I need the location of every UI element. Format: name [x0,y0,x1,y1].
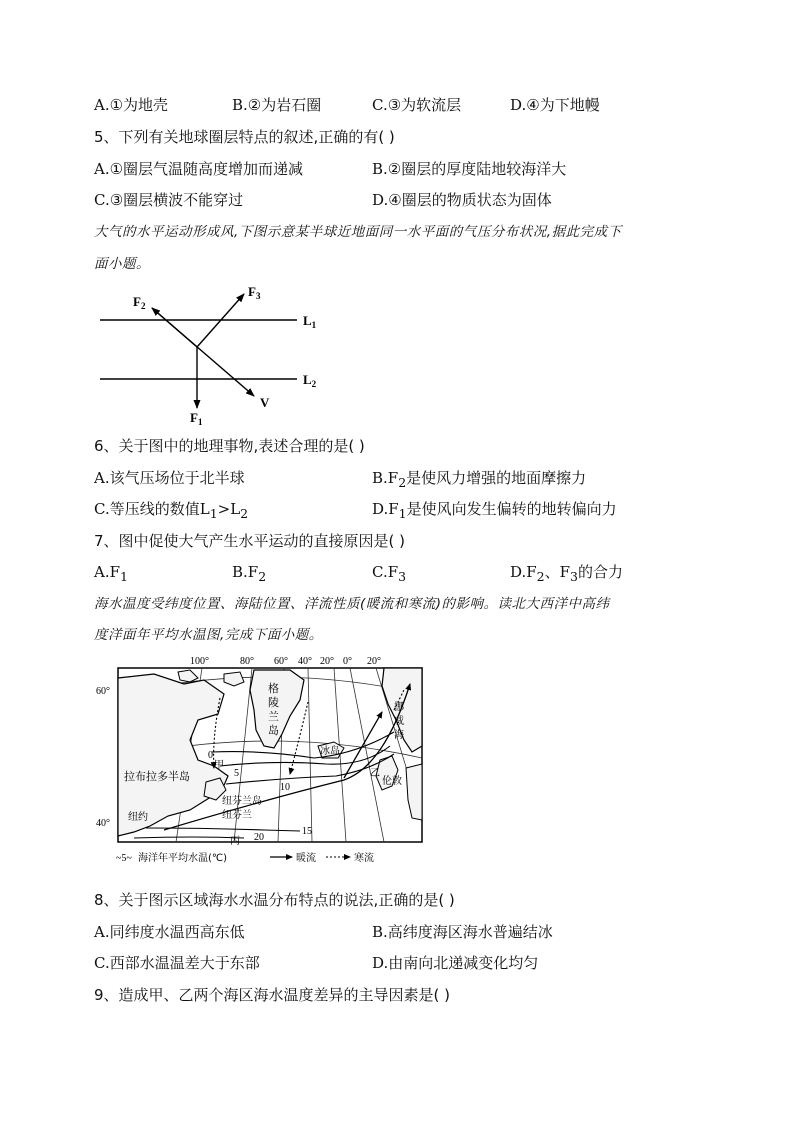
l1-label: $L_1$ [303,313,317,330]
q8-option-c[interactable]: C.西部水温温差大于东部 [94,954,260,972]
q4-option-b[interactable]: B.②为岩石圈 [232,96,322,114]
north-atlantic-sst-map [94,650,434,865]
bing-label: 丙 [230,836,240,847]
yi-label: 乙 [370,768,380,779]
lon-label-100w: 100° [190,656,209,667]
lon-label-20w: 20° [320,656,334,667]
q4-option-a[interactable]: A.①为地壳 [94,96,169,114]
q5-option-b[interactable]: B.②圈层的厚度陆地较海洋大 [372,160,567,178]
jia-label: 甲 [214,760,224,771]
lon-label-20e: 20° [367,656,381,667]
q5-option-d[interactable]: D.④圈层的物质状态为固体 [372,191,552,209]
london-label: 伦敦 [382,776,402,787]
legend-isotherm-text: 海洋年平均水温(℃) [138,853,228,864]
q8-stem: 8、关于图示区域海水水温分布特点的说法,正确的是( ) [94,891,455,909]
q7-stem: 7、图中促使大气产生水平运动的直接原因是( ) [94,532,406,550]
greenland-label-3: 兰 [268,710,279,723]
labrador-label: 拉布拉多半岛 [124,770,190,783]
q6-option-a[interactable]: A.该气压场位于北半球 [94,469,245,487]
intro1-line2: 面小题。 [94,256,150,272]
q5-option-a[interactable]: A.①圈层气温随高度增加而递减 [94,160,304,178]
q6-option-d[interactable]: $D.F_1$是使风向发生偏转的地转偏向力 [372,500,617,521]
intro2-line1: 海水温度受纬度位置、海陆位置、洋流性质(暖流和寒流)的影响。读北大西洋中高纬 [94,596,610,612]
isotherm-label-15: 15 [302,826,312,837]
isotherm-label-20: 20 [254,832,264,843]
newfoundland-island-label: 纽芬兰岛 [222,796,262,807]
newfoundland-shoal-label: 纽芬兰 [222,810,252,821]
q9-stem: 9、造成甲、乙两个海区海水温度差异的主导因素是( ) [94,986,451,1004]
q8-option-d[interactable]: D.由南向北递减变化均匀 [372,954,539,972]
norway-label-2: 威 [394,716,404,727]
isotherm-label-5: 5 [234,768,239,779]
q8-option-a[interactable]: A.同纬度水温西高东低 [94,923,245,941]
q5-option-c[interactable]: C.③圈层横波不能穿过 [94,191,244,209]
v-label: V [260,395,270,410]
lon-label-80w: 80° [240,656,254,667]
lon-label-60w: 60° [274,656,288,667]
greenland-label-2: 陵 [268,696,279,709]
isotherm-label-0: 0 [208,750,213,761]
norway-label-1: 挪 [394,702,404,713]
intro1-line1: 大气的水平运动形成风,下图示意某半球近地面同一水平面的气压分布状况,据此完成下 [94,224,622,240]
l2-label: $L_2$ [303,372,317,389]
greenland-label-4: 岛 [268,724,279,737]
lat-label-40n: 40° [96,818,110,829]
q7-option-a[interactable]: $A.F_1$ [94,563,128,584]
q6-stem: 6、关于图中的地理事物,表述合理的是( ) [94,437,365,455]
map-legend [116,851,374,864]
q7-option-c[interactable]: $C.F_3$ [372,563,407,584]
f3-label: $F_3$ [248,284,261,301]
lat-label-60n: 60° [96,686,110,697]
norway-label-3: 海 [394,730,404,741]
q7-option-d[interactable]: $D.F_2$、$F_3$的合力 [510,563,624,584]
greenland-label-1: 格 [268,682,279,695]
isotherm-label-10: 10 [280,782,290,793]
legend-warm-text: 暖流 [296,853,316,864]
q7-option-b[interactable]: $B.F_2$ [232,563,267,584]
lon-label-40w: 40° [298,656,312,667]
legend-isotherm-sample: ~5~ [116,853,132,864]
f2-label: $F_2$ [133,294,146,311]
newyork-label: 纽约 [128,812,148,823]
q8-option-b[interactable]: B.高纬度海区海水普遍结冰 [372,923,553,941]
q4-option-c[interactable]: C.③为软流层 [372,96,462,114]
v-arrow [152,308,254,396]
q4-option-d[interactable]: D.④为下地幔 [510,96,600,114]
iceland-label: 冰岛 [320,746,340,757]
legend-cold-text: 寒流 [354,853,374,864]
intro2-line2: 度洋面年平均水温图,完成下面小题。 [94,627,323,643]
f1-label: $F_1$ [190,410,203,427]
q5-stem: 5、下列有关地球圈层特点的叙述,正确的有( ) [94,128,395,146]
lon-label-0: 0° [343,656,352,667]
q6-option-b[interactable]: $B.F_2$是使风力增强的地面摩擦力 [372,469,587,490]
q6-option-c[interactable]: C.等压线的数值$L_1>L_2$ [94,500,249,521]
pressure-force-diagram [94,280,344,430]
